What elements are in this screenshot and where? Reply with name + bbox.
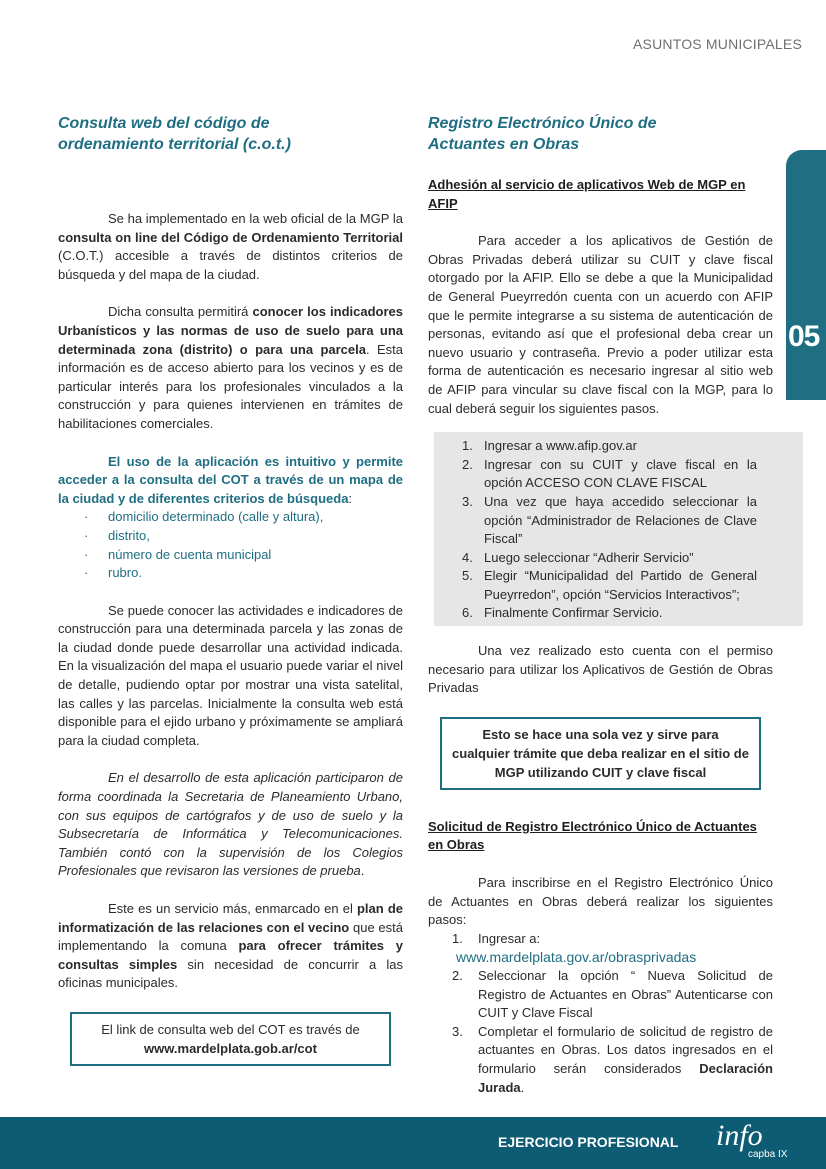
chapter-number: 05 xyxy=(788,320,820,353)
list-item: · número de cuenta municipal xyxy=(58,546,403,565)
one-time-note-box: Esto se hace una sola vez y sirve para cualquier trámite que deba realizar en el sitio de MGP utilizando CUIT y clave fiscal xyxy=(440,717,761,790)
footer-bar xyxy=(0,1117,826,1169)
list-item: 1. Ingresar a www.afip.gov.ar xyxy=(462,438,637,454)
list-item: · distrito, xyxy=(58,527,403,546)
left-paragraph-6: Este es un servicio más, enmarcado en el plan de informatización de las relaciones con el vecino que está implementando la comuna para ofrecer trámites y consultas simples sin necesidad de concurrir a las oficinas municipales. xyxy=(58,901,403,991)
left-paragraph-1: Se ha implementado en la web oficial de la MGP la consulta on line del Código de Ordenamiento Territorial (C.O.T.) accesible a través de distintos criterios de búsqueda y del mapa de la ciudad. xyxy=(58,211,403,282)
registro-subheading: Solicitud de Registro Electrónico Único de Actuantes en Obras xyxy=(428,818,757,853)
left-paragraph-4: Se puede conocer las actividades e indicadores de construcción para una determinada parcela y las zonas de la ciudad donde puede desarrollar una actividad indicada. En la visualización del mapa el usuario puede variar el nivel de detalle, pudiendo optar por mostrar una vista satelital, las calles y las parcelas. Inicialmente la consulta web está disponible para el ejido urbano y próximamente se ampliará para la ciudad completa. xyxy=(58,602,403,748)
list-item: 2. Ingresar con su CUIT y clave fiscal en la opción ACCESO CON CLAVE FISCAL xyxy=(462,456,757,491)
left-paragraph-2: Dicha consulta permitirá conocer los indicadores Urbanísticos y las normas de uso de suelo para una determinada zona (distrito) o para una parcela. Esta información es de acceso abierto para los vecinos y es de particular interés para los profesionales vinculados a la construcción y para quienes intervienen en trámites de habilitaciones comerciales. xyxy=(58,304,404,431)
registro-steps-list xyxy=(428,930,773,949)
afip-steps-list xyxy=(434,437,757,623)
left-paragraph-5: En el desarrollo de esta aplicación participaron de forma coordinada la Secretaria de Planeamiento Urbano, con sus equipos de cartógrafos y de uso de suelo y la Subsecretaría de Informática y Telecomunicaciones. También contó con la supervisión de los Colegios Profesionales que revisaron las versiones de prueba. xyxy=(58,770,403,879)
capba-label: capba IX xyxy=(748,1149,788,1160)
chapter-tab xyxy=(786,150,826,400)
list-item: 3. Completar el formulario de solicitud de registro de actuantes en Obras. Los datos ingresados en el formulario serán considerados Declaración Jurada. xyxy=(452,1023,773,1095)
afip-subheading: Adhesión al servicio de aplicativos Web de MGP en AFIP xyxy=(428,177,746,211)
list-item: · domicilio determinado (calle y altura), xyxy=(58,508,403,527)
right-paragraph-3: Para inscribirse en el Registro Electrónico Único de Actuantes en Obras deberá realizar los siguientes pasos: xyxy=(428,875,773,928)
search-criteria-list xyxy=(58,508,403,582)
registro-steps-list-cont xyxy=(428,967,773,1097)
right-title: Registro Electrónico Único de Actuantes en Obras xyxy=(428,115,657,153)
left-column xyxy=(58,113,403,1066)
afip-steps-panel xyxy=(434,432,803,626)
footer-section-title: EJERCICIO PROFESIONAL xyxy=(498,1134,679,1150)
right-paragraph-1: Para acceder a los aplicativos de Gestión de Obras Privadas deberá utilizar su CUIT y clave fiscal otorgado por la AFIP. Ello se debe a que la Municipalidad de General Pueyrredón cuenta con un acuerdo con AFIP que le permite integrarse a su sistema de autenticación de personas, evitando así que el profesional deba crear un nuevo usuario y contraseña. Previo a poder utilizar esta forma de autenticación es necesario ingresar al sitio web de AFIP para vincular su clave fiscal con la MGP, para lo cual deberá seguir los siguientes pasos. xyxy=(428,233,773,416)
left-paragraph-3: El uso de la aplicación es intuitivo y permite acceder a la consulta del COT a través de un mapa de la ciudad y de diferentes criterios de búsqueda: xyxy=(58,453,403,506)
list-item: 4. Luego seleccionar “Adherir Servicio” xyxy=(462,549,694,565)
info-logo: info xyxy=(716,1119,763,1152)
list-item: 5. Elegir “Municipalidad del Partido de General Pueyrredon”, opción “Servicios Interactivos”; xyxy=(462,568,757,602)
list-item: 2. Seleccionar la opción “ Nueva Solicitud de Registro de Actuantes en Obras” Autenticarse con CUIT y Clave Fiscal xyxy=(452,968,773,1021)
cot-link[interactable]: www.mardelplata.gob.ar/cot xyxy=(144,1040,317,1056)
right-column xyxy=(428,113,773,1097)
obras-privadas-link[interactable]: www.mardelplata.gov.ar/obrasprivadas xyxy=(456,949,697,966)
section-label: ASUNTOS MUNICIPALES xyxy=(633,36,802,52)
list-item: 6. Finalmente Confirmar Servicio. xyxy=(462,605,663,621)
cot-link-box: El link de consulta web del COT es través de www.mardelplata.gob.ar/cot xyxy=(70,1012,391,1066)
right-paragraph-2: Una vez realizado esto cuenta con el permiso necesario para utilizar los Aplicativos de Gestión de Obras Privadas xyxy=(428,643,773,696)
list-item: 1. Ingresar a: xyxy=(452,930,541,946)
list-item: · rubro. xyxy=(58,564,403,583)
list-item: 3. Una vez que haya accedido seleccionar la opción “Administrador de Relaciones de Clave Fiscal” xyxy=(462,493,757,547)
left-title: Consulta web del código de ordenamiento territorial (c.o.t.) xyxy=(58,115,291,153)
